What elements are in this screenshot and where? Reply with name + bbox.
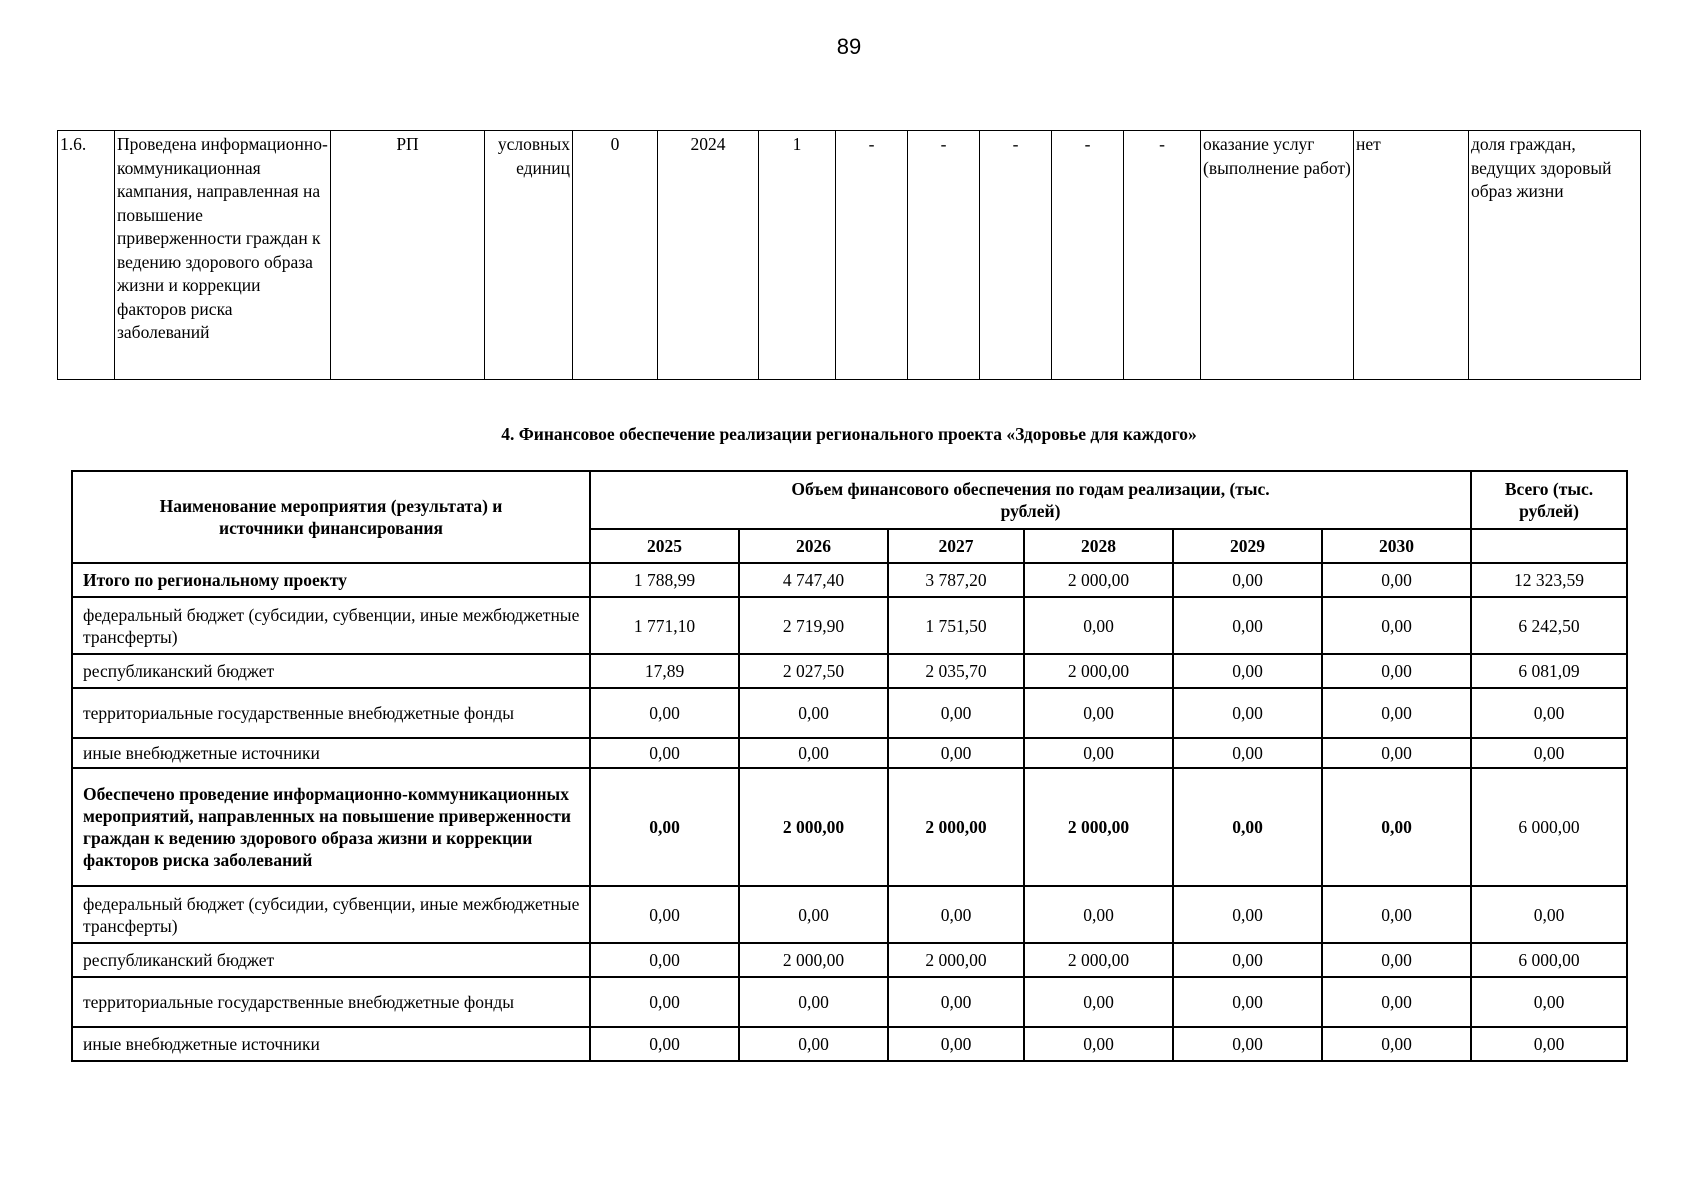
- cell-value: 0,00: [1322, 738, 1471, 768]
- cell-value: 0,00: [590, 943, 739, 977]
- header-year: 2029: [1173, 529, 1322, 563]
- header-total: Всего (тыс. рублей): [1471, 471, 1627, 529]
- cell-value: 17,89: [590, 654, 739, 688]
- cell-value: 0,00: [590, 977, 739, 1027]
- page-number: 89: [836, 34, 862, 59]
- cell-total: 6 081,09: [1471, 654, 1627, 688]
- cell-value: 0,00: [1173, 738, 1322, 768]
- cell-value: 0,00: [1322, 886, 1471, 943]
- cell-value: 4 747,40: [739, 563, 888, 597]
- cell-value: 0,00: [888, 977, 1024, 1027]
- cell-total: 0,00: [1471, 1027, 1627, 1061]
- cell-value: 2 027,50: [739, 654, 888, 688]
- result-name: Проведена информационно-коммуникационная кампания, направленная на повышение приверженности граждан к ведению здорового образа жизни и коррекции факторов риска заболеваний: [115, 131, 331, 380]
- result-type: оказание услуг (выполнение работ): [1201, 131, 1354, 380]
- cell-value: 0,00: [1173, 1027, 1322, 1061]
- cell-value: 0,00: [1173, 977, 1322, 1027]
- result-indicator: доля граждан, ведущих здоровый образ жизни: [1469, 131, 1641, 380]
- cell-value: 3 787,20: [888, 563, 1024, 597]
- cell-value: 2 000,00: [888, 943, 1024, 977]
- cell-total: 6 000,00: [1471, 943, 1627, 977]
- cell-value: 0,00: [739, 738, 888, 768]
- cell-value: 0,00: [739, 886, 888, 943]
- cell-total: 0,00: [1471, 738, 1627, 768]
- cell-value: 0,00: [1322, 563, 1471, 597]
- result-unit: условных единиц: [485, 131, 573, 380]
- result-value-1: 1: [759, 131, 836, 380]
- cell-value: 0,00: [590, 886, 739, 943]
- cell-value: 1 771,10: [590, 597, 739, 654]
- cell-total: 6 000,00: [1471, 768, 1627, 886]
- cell-value: 0,00: [1173, 654, 1322, 688]
- table-row: [72, 977, 1627, 1027]
- cell-value: 2 000,00: [1024, 943, 1173, 977]
- row-label: Обеспечено проведение информационно-коммуникационных мероприятий, направленных на повышение приверженности граждан к ведению здорового образа жизни и коррекции факторов риска заболеваний: [72, 768, 590, 886]
- cell-value: 0,00: [1024, 977, 1173, 1027]
- cell-value: 2 000,00: [1024, 768, 1173, 886]
- cell-value: 0,00: [590, 688, 739, 738]
- result-value-5: -: [1052, 131, 1124, 380]
- header-total-empty: [1471, 529, 1627, 563]
- cell-value: 0,00: [888, 886, 1024, 943]
- row-label: федеральный бюджет (субсидии, субвенции, иные межбюджетные трансферты): [72, 886, 590, 943]
- cell-value: 0,00: [1322, 688, 1471, 738]
- cell-value: 0,00: [1173, 563, 1322, 597]
- table-row: [72, 1027, 1627, 1061]
- result-value-3: -: [908, 131, 980, 380]
- row-label: республиканский бюджет: [72, 654, 590, 688]
- row-label: республиканский бюджет: [72, 943, 590, 977]
- row-label: Итого по региональному проекту: [72, 563, 590, 597]
- cell-value: 0,00: [739, 1027, 888, 1061]
- table-row: [72, 688, 1627, 738]
- section-title: 4. Финансовое обеспечение реализации регионального проекта «Здоровье для каждого»: [501, 424, 1197, 444]
- result-value-2: -: [836, 131, 908, 380]
- header-name: Наименование мероприятия (результата) и источники финансирования: [72, 471, 590, 563]
- table-row: [72, 886, 1627, 943]
- table-row: [72, 768, 1627, 886]
- cell-value: 0,00: [1322, 768, 1471, 886]
- cell-value: 0,00: [888, 738, 1024, 768]
- cell-value: 0,00: [1322, 1027, 1471, 1061]
- result-row: [58, 131, 1641, 380]
- cell-total: 0,00: [1471, 886, 1627, 943]
- cell-value: 2 000,00: [1024, 563, 1173, 597]
- cell-total: 0,00: [1471, 977, 1627, 1027]
- header-year: 2026: [739, 529, 888, 563]
- cell-value: 0,00: [1173, 943, 1322, 977]
- finance-table: [71, 470, 1628, 1062]
- cell-value: 0,00: [888, 688, 1024, 738]
- finance-header-row: [72, 471, 1627, 529]
- row-label: иные внебюджетные источники: [72, 738, 590, 768]
- result-num: 1.6.: [58, 131, 115, 380]
- header-year: 2025: [590, 529, 739, 563]
- row-label: иные внебюджетные источники: [72, 1027, 590, 1061]
- row-label: территориальные государственные внебюджетные фонды: [72, 977, 590, 1027]
- result-base-year: 2024: [658, 131, 759, 380]
- result-flag: нет: [1354, 131, 1469, 380]
- cell-value: 0,00: [1322, 597, 1471, 654]
- cell-value: 2 719,90: [739, 597, 888, 654]
- cell-value: 0,00: [1024, 688, 1173, 738]
- row-label: территориальные государственные внебюджетные фонды: [72, 688, 590, 738]
- cell-value: 0,00: [1173, 768, 1322, 886]
- table-row: [72, 654, 1627, 688]
- cell-value: 2 000,00: [888, 768, 1024, 886]
- result-table: [57, 130, 1641, 380]
- table-row: [72, 597, 1627, 654]
- cell-value: 0,00: [590, 738, 739, 768]
- table-row: [72, 943, 1627, 977]
- cell-value: 0,00: [888, 1027, 1024, 1061]
- result-level: РП: [331, 131, 485, 380]
- cell-value: 0,00: [739, 688, 888, 738]
- cell-value: 0,00: [1024, 597, 1173, 654]
- table-row: [72, 563, 1627, 597]
- header-year: 2027: [888, 529, 1024, 563]
- cell-value: 0,00: [1173, 597, 1322, 654]
- table-row: [72, 738, 1627, 768]
- cell-value: 2 035,70: [888, 654, 1024, 688]
- cell-value: 1 788,99: [590, 563, 739, 597]
- result-base-value: 0: [573, 131, 658, 380]
- cell-value: 0,00: [1322, 977, 1471, 1027]
- cell-value: 0,00: [1173, 886, 1322, 943]
- header-year: 2028: [1024, 529, 1173, 563]
- cell-value: 0,00: [1322, 943, 1471, 977]
- cell-value: 2 000,00: [1024, 654, 1173, 688]
- header-volume: Объем финансового обеспечения по годам реализации, (тыс. рублей): [590, 471, 1471, 529]
- cell-total: 0,00: [1471, 688, 1627, 738]
- cell-value: 0,00: [590, 1027, 739, 1061]
- cell-total: 6 242,50: [1471, 597, 1627, 654]
- cell-value: 0,00: [1173, 688, 1322, 738]
- cell-value: 0,00: [1024, 1027, 1173, 1061]
- cell-value: 2 000,00: [739, 768, 888, 886]
- header-year: 2030: [1322, 529, 1471, 563]
- cell-value: 0,00: [739, 977, 888, 1027]
- row-label: федеральный бюджет (субсидии, субвенции, иные межбюджетные трансферты): [72, 597, 590, 654]
- cell-value: 0,00: [1024, 886, 1173, 943]
- result-value-4: -: [980, 131, 1052, 380]
- cell-total: 12 323,59: [1471, 563, 1627, 597]
- cell-value: 0,00: [1322, 654, 1471, 688]
- cell-value: 1 751,50: [888, 597, 1024, 654]
- result-value-6: -: [1124, 131, 1201, 380]
- cell-value: 2 000,00: [739, 943, 888, 977]
- cell-value: 0,00: [1024, 738, 1173, 768]
- cell-value: 0,00: [590, 768, 739, 886]
